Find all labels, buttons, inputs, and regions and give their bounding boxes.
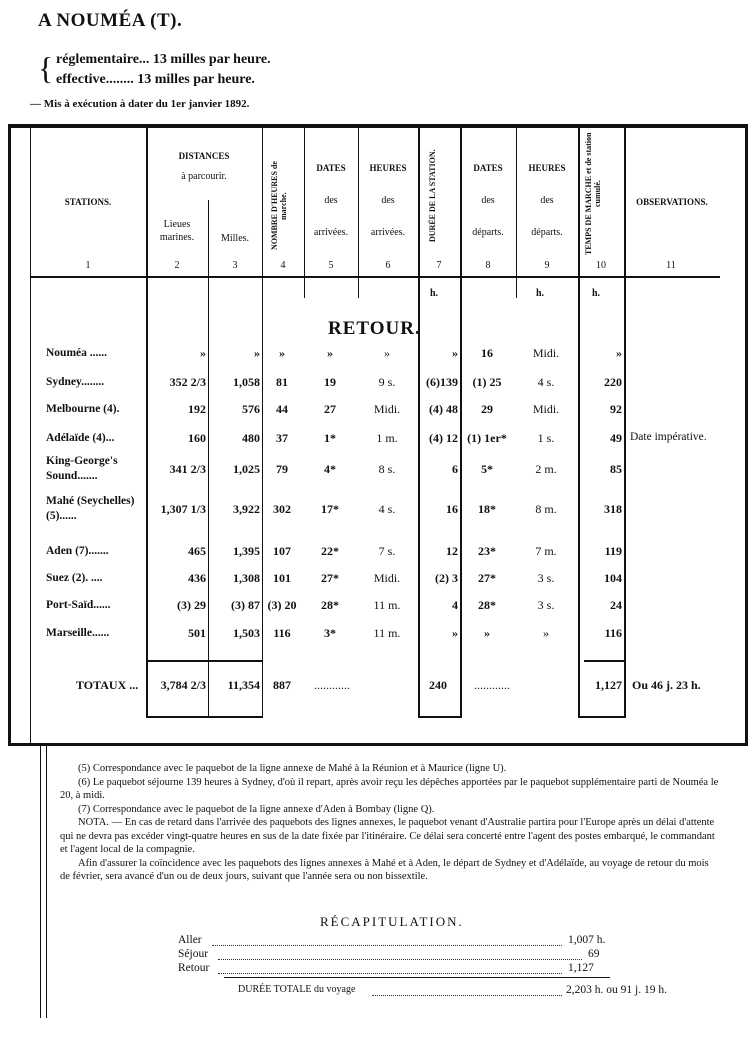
page-title: A NOUMÉA (T). — [38, 10, 183, 31]
cell-milles: » — [254, 346, 260, 360]
col-milles-header: Milles. — [220, 233, 250, 244]
col-observations-header: OBSERVATIONS. — [636, 197, 708, 207]
cell-observation: Date impérative. — [630, 431, 707, 443]
col-dates-arr-1: DATES — [316, 163, 346, 173]
cell-temps: 220 — [604, 375, 622, 389]
cell-heures: 107 — [273, 544, 291, 558]
cell-heure-dep: Midi. — [532, 346, 560, 360]
cell-heure-arr: » — [384, 346, 390, 360]
speed-reglementaire: réglementaire... 13 milles par heure. — [56, 52, 271, 67]
col-heures-arr-2: des — [381, 195, 395, 206]
cell-temps: 119 — [604, 544, 622, 558]
col-num: 10 — [596, 260, 606, 271]
rule — [418, 716, 460, 718]
col-heures-arr-3: arrivées. — [370, 227, 406, 238]
note-6: (6) Le paquebot séjourne 139 heures à Sydney, d'où il repart, après avoir reçu les dépêches apportées par le paquebot supplémentaire parti de Nouméa le 20, à midi. — [60, 776, 719, 801]
cell-date-arr: 3* — [324, 626, 336, 640]
col-num: 7 — [436, 260, 442, 271]
col-distances-header: DISTANCES — [178, 151, 230, 161]
recap-sejour-value: 69 — [588, 948, 600, 960]
station-name: Port-Saïd...... — [46, 599, 111, 611]
cell-temps: 318 — [604, 502, 622, 516]
cell-heures: » — [279, 346, 285, 360]
col-num: 11 — [666, 260, 676, 271]
note-5: (5) Correspondance avec le paquebot de la ligne annexe de Mahé à la Réunion et à Maurice (ligne U). — [78, 763, 507, 774]
cell-lieues: 1,307 1/3 — [160, 502, 206, 516]
cell-heures: 37 — [276, 431, 288, 445]
recap-aller-value: 1,007 h. — [568, 934, 606, 946]
cell-lieues: 465 — [188, 544, 206, 558]
col-num: 2 — [174, 260, 180, 271]
station-name: Mahé (Seychelles) (5)...... — [46, 495, 135, 522]
cell-date-arr: 4* — [324, 462, 336, 476]
recap-title: RÉCAPITULATION. — [320, 914, 464, 929]
recap-duree-label: DURÉE TOTALE du voyage — [238, 984, 356, 995]
station-name: Suez (2). .... — [46, 572, 103, 584]
cell-duree: (6)139 — [426, 375, 458, 389]
totals-label: TOTAUX ... — [76, 678, 139, 692]
rule — [40, 746, 41, 1018]
cell-heure-arr: 8 s. — [378, 462, 396, 476]
cell-lieues: 352 2/3 — [169, 375, 206, 389]
totals-dots: ............ — [474, 678, 510, 692]
cell-heure-dep: » — [543, 626, 549, 640]
col-dates-dep-2: des — [481, 195, 495, 206]
unit-h: h. — [592, 288, 601, 299]
recap-retour-value: 1,127 — [568, 962, 594, 974]
leader — [372, 986, 562, 996]
recap-duree-value: 2,203 h. ou 91 j. 19 h. — [566, 984, 667, 996]
rule — [584, 660, 624, 662]
note-afin: Afin d'assurer la coïncidence avec les paquebots des lignes annexes à Mahé et à Aden, le départ de Sydney et d'Adélaïde, au voyage de retour du mois de février, sera avancé d'un ou de deux jours, suivant que l'année sera ou non bissextile. — [60, 857, 709, 882]
cell-temps: 85 — [610, 462, 622, 476]
col-num: 5 — [328, 260, 334, 271]
leader — [212, 936, 562, 946]
cell-lieues: 160 — [188, 431, 206, 445]
cell-date-dep: 23* — [478, 544, 496, 558]
cell-heure-arr: 11 m. — [373, 626, 401, 640]
cell-heures: 302 — [273, 502, 291, 516]
cell-duree: 6 — [452, 462, 458, 476]
cell-heure-dep: 8 m. — [535, 502, 557, 516]
cell-milles: 1,395 — [233, 544, 260, 558]
cell-date-arr: 1* — [324, 431, 336, 445]
station-name: King-George's Sound....... — [46, 455, 118, 482]
cell-heure-dep: 3 s. — [537, 571, 555, 585]
cell-lieues: » — [200, 346, 206, 360]
cell-heures: (3) 20 — [267, 598, 297, 612]
section-retour: RETOUR. — [328, 318, 421, 339]
col-dates-dep-1: DATES — [473, 163, 503, 173]
rule — [46, 746, 47, 1018]
cell-milles: 1,025 — [233, 462, 260, 476]
station-name: Aden (7)....... — [46, 545, 109, 557]
col-num: 8 — [485, 260, 491, 271]
cell-heure-arr: 9 s. — [378, 375, 396, 389]
col-duree-header: DURÉE DE LA STATION. — [428, 149, 437, 243]
station-name: Adélaïde (4)... — [46, 432, 115, 444]
rule — [624, 128, 626, 718]
cell-lieues: 501 — [188, 626, 206, 640]
station-name: Melbourne (4). — [46, 403, 120, 415]
cell-duree: 16 — [446, 502, 458, 516]
col-num: 9 — [544, 260, 550, 271]
cell-heures: 101 — [273, 571, 291, 585]
cell-date-dep: 5* — [481, 462, 493, 476]
cell-temps: 116 — [604, 626, 622, 640]
cell-date-dep: » — [484, 626, 490, 640]
cell-duree: (4) 48 — [429, 402, 458, 416]
unit-h: h. — [536, 288, 545, 299]
rule — [578, 716, 624, 718]
rule — [30, 276, 720, 278]
col-num: 1 — [85, 260, 91, 271]
speed-effective: effective........ 13 milles par heure. — [56, 72, 255, 87]
totals-milles: 11,354 — [227, 678, 260, 692]
cell-date-dep: 18* — [478, 502, 496, 516]
cell-milles: 480 — [242, 431, 260, 445]
rule — [30, 128, 31, 744]
recap-retour-label: Retour — [178, 962, 210, 974]
station-name: Marseille...... — [46, 627, 110, 639]
station-name: Nouméa ...... — [46, 347, 108, 359]
cell-milles: (3) 87 — [231, 598, 260, 612]
cell-date-dep: 28* — [478, 598, 496, 612]
cell-date-arr: 19 — [324, 375, 336, 389]
note-nota: NOTA. — En cas de retard dans l'arrivée des paquebots des lignes annexes, le paquebot venant d'Australie partira pour l'Europe après un délai d'attente qui ne devra pas excéder vingt-quatre heures en sus de la date fixée par l'itinéraire. Ce délai sera concerté entre l'agent des postes embarqué, le commandant et l'agent local de la compagnie. — [60, 817, 715, 855]
footnotes — [60, 762, 720, 884]
mise-a-execution: — Mis à exécution à dater du 1er janvier 1892. — [30, 98, 250, 110]
cell-duree: (4) 12 — [429, 431, 458, 445]
cell-temps: » — [616, 346, 622, 360]
brace: { — [38, 50, 54, 86]
cell-heure-arr: 1 m. — [376, 431, 398, 445]
cell-milles: 576 — [242, 402, 260, 416]
cell-heures: 79 — [276, 462, 288, 476]
totals-heures: 887 — [273, 678, 291, 692]
totals-lieues: 3,784 2/3 — [160, 678, 206, 692]
col-temps-header: TEMPS DE MARCHE et de station cumulé. — [584, 132, 602, 256]
cell-date-dep: 29 — [481, 402, 493, 416]
cell-date-dep: (1) 25 — [472, 375, 502, 389]
leader — [218, 950, 582, 960]
rule — [146, 716, 262, 718]
col-heures-header: NOMBRE D'HEURES de marche. — [270, 161, 288, 251]
cell-date-arr: » — [327, 346, 333, 360]
cell-milles: 1,503 — [233, 626, 260, 640]
cell-temps: 49 — [610, 431, 622, 445]
cell-heure-arr: Midi. — [373, 402, 401, 416]
col-dates-dep-3: départs. — [472, 227, 504, 238]
col-num: 6 — [385, 260, 391, 271]
cell-lieues: (3) 29 — [177, 598, 206, 612]
col-stations-header: STATIONS. — [64, 197, 112, 207]
cell-date-arr: 27* — [321, 571, 339, 585]
col-lieues-header: Lieues marines. — [159, 219, 195, 243]
totals-temps: 1,127 — [595, 678, 622, 692]
cell-milles: 3,922 — [233, 502, 260, 516]
cell-date-arr: 17* — [321, 502, 339, 516]
col-heures-dep-3: départs. — [531, 227, 563, 238]
cell-lieues: 436 — [188, 571, 206, 585]
col-dates-arr-2: des — [324, 195, 338, 206]
cell-lieues: 341 2/3 — [169, 462, 206, 476]
cell-temps: 24 — [610, 598, 622, 612]
totals-dots: ............ — [314, 678, 350, 692]
cell-heure-dep: 7 m. — [535, 544, 557, 558]
cell-date-arr: 22* — [321, 544, 339, 558]
station-name: Sydney........ — [46, 376, 105, 388]
cell-heure-arr: 4 s. — [378, 502, 396, 516]
cell-duree: (2) 3 — [435, 571, 458, 585]
col-num: 3 — [232, 260, 238, 271]
cell-date-dep: (1) 1er* — [467, 431, 507, 445]
col-heures-dep-2: des — [540, 195, 554, 206]
cell-heure-dep: 4 s. — [537, 375, 555, 389]
cell-temps: 104 — [604, 571, 622, 585]
cell-duree: » — [452, 346, 458, 360]
note-7: (7) Correspondance avec le paquebot de la ligne annexe d'Aden à Bombay (ligne Q). — [78, 803, 435, 815]
recap-aller-label: Aller — [178, 934, 202, 946]
unit-h: h. — [430, 288, 439, 299]
rule — [304, 128, 305, 298]
cell-heure-dep: Midi. — [532, 402, 560, 416]
cell-heure-arr: 7 s. — [378, 544, 396, 558]
cell-duree: 12 — [446, 544, 458, 558]
cell-heure-arr: 11 m. — [373, 598, 401, 612]
cell-heure-dep: 1 s. — [537, 431, 555, 445]
recap-sejour-label: Séjour — [178, 948, 209, 960]
col-heures-dep-1: HEURES — [528, 163, 566, 173]
cell-heures: 116 — [273, 626, 291, 640]
cell-heures: 81 — [276, 375, 288, 389]
rule — [516, 128, 517, 298]
cell-date-dep: 27* — [478, 571, 496, 585]
rule — [224, 977, 610, 978]
rule — [146, 660, 262, 662]
col-dates-arr-3: arrivées. — [313, 227, 349, 238]
cell-heure-dep: 3 s. — [537, 598, 555, 612]
totals-duree: 240 — [429, 678, 447, 692]
cell-duree: » — [452, 626, 458, 640]
cell-milles: 1,058 — [233, 375, 260, 389]
cell-heure-arr: Midi. — [373, 571, 401, 585]
leader — [218, 964, 562, 974]
cell-date-arr: 28* — [321, 598, 339, 612]
col-distances-sub: à parcourir. — [181, 171, 227, 182]
totals-obs: Ou 46 j. 23 h. — [632, 678, 701, 692]
rule — [358, 128, 359, 298]
col-heures-arr-1: HEURES — [369, 163, 407, 173]
cell-temps: 92 — [610, 402, 622, 416]
cell-date-dep: 16 — [481, 346, 493, 360]
cell-heures: 44 — [276, 402, 288, 416]
cell-heure-dep: 2 m. — [535, 462, 557, 476]
cell-date-arr: 27 — [324, 402, 336, 416]
col-num: 4 — [280, 260, 286, 271]
cell-milles: 1,308 — [233, 571, 260, 585]
cell-lieues: 192 — [188, 402, 206, 416]
cell-duree: 4 — [452, 598, 458, 612]
